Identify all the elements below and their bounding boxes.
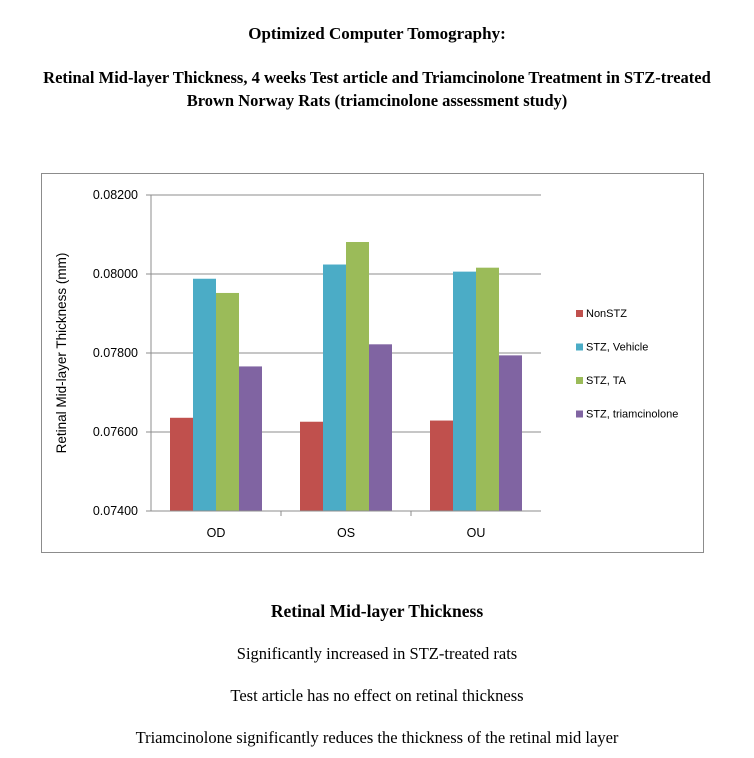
category-labels	[207, 526, 486, 540]
bar	[476, 268, 499, 511]
bar	[323, 265, 346, 511]
legend-swatch	[576, 377, 583, 384]
bar	[499, 355, 522, 511]
bar	[300, 422, 323, 511]
summary-note-2: Test article has no effect on retinal thickness	[230, 686, 524, 705]
legend-swatch	[576, 310, 583, 317]
legend-label: STZ, Vehicle	[586, 341, 649, 354]
bar	[193, 279, 216, 511]
bars	[170, 242, 522, 511]
bar	[216, 293, 239, 511]
y-tick-label: 0.07800	[92, 346, 138, 360]
bar	[346, 242, 369, 511]
y-tick-label: 0.07400	[92, 504, 138, 518]
bar	[369, 344, 392, 511]
y-axis-title: Retinal Mid-layer Thickness (mm)	[54, 252, 69, 454]
legend-label: STZ, triamcinolone	[586, 408, 679, 421]
page-title: Optimized Computer Tomography:	[248, 24, 506, 43]
y-tick-label: 0.07600	[92, 425, 138, 439]
x-category-label: OU	[466, 526, 486, 540]
bar	[170, 418, 193, 511]
legend	[576, 308, 678, 421]
summary-note-3: Triamcinolone significantly reduces the thickness of the retinal mid layer	[135, 728, 619, 747]
legend-label: STZ, TA	[586, 375, 626, 387]
legend-label: NonSTZ	[586, 308, 627, 320]
x-category-label: OD	[206, 526, 226, 540]
legend-swatch	[576, 344, 583, 351]
y-tick-label: 0.08000	[92, 267, 138, 281]
chart-frame	[41, 173, 704, 553]
legend-swatch	[576, 411, 583, 418]
summary-note-1: Significantly increased in STZ-treated rats	[236, 644, 518, 663]
page-subtitle: Retinal Mid-layer Thickness, 4 weeks Test article and Triamcinolone Treatment in STZ-treated Brown Norway Rats (triamcinolone assessment study)	[43, 68, 711, 110]
y-axis-ticks	[93, 188, 151, 518]
y-tick-label: 0.08200	[92, 188, 138, 202]
bar	[430, 421, 453, 511]
x-category-label: OS	[336, 526, 356, 540]
summary-title: Retinal Mid-layer Thickness	[270, 601, 484, 621]
bar	[453, 272, 476, 511]
bar-chart	[42, 174, 705, 554]
bar	[239, 366, 262, 511]
